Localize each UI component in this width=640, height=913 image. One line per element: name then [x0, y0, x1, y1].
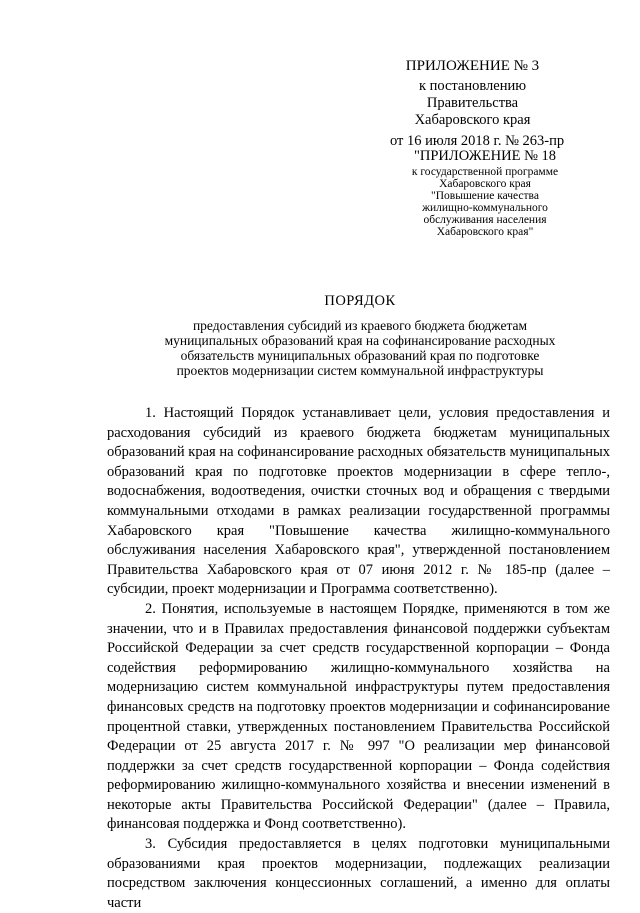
- appendix-18-line: "Повышение качества: [431, 190, 539, 202]
- appendix-18-line: Хабаровского края: [439, 178, 531, 190]
- appendix-3-title: ПРИЛОЖЕНИЕ № 3: [405, 58, 540, 74]
- order-title: ПОРЯДОК: [324, 293, 396, 309]
- appendix-18-header: [410, 148, 560, 238]
- appendix-18-line: жилищно-коммунального: [422, 202, 548, 214]
- order-subtitle-line: проектов модернизации систем коммунальной инфраструктуры: [176, 363, 544, 378]
- appendix-18-line: к государственной программе: [411, 166, 559, 178]
- appendix-3-header: [390, 58, 565, 150]
- order-subtitle-line: обязательств муниципальных образований края по подготовке: [180, 348, 540, 363]
- body-text: [107, 404, 610, 913]
- appendix-18-line: обслуживания населения: [423, 214, 547, 226]
- appendix-3-date: от 16 июля 2018 г. № 263-пр: [390, 133, 565, 149]
- order-subtitle: [130, 318, 590, 378]
- order-subtitle-line: муниципальных образований края на софинансирование расходных: [164, 333, 556, 348]
- paragraph-3: 3. Субсидия предоставляется в целях подготовки муниципальными образованиями края проектов модернизации, подлежащих реализации посредством заключения концессионных соглашений, а именно для оплаты части: [107, 836, 610, 911]
- appendix-3-line: Правительства: [426, 95, 519, 111]
- appendix-3-line: к постановлению: [418, 78, 527, 94]
- appendix-18-title: "ПРИЛОЖЕНИЕ № 18: [413, 148, 557, 164]
- order-subtitle-line: предоставления субсидий из краевого бюджета бюджетам: [192, 318, 528, 333]
- appendix-3-line: Хабаровского края: [414, 112, 531, 128]
- paragraph-2: 2. Понятия, используемые в настоящем Порядке, применяются в том же значении, что и в Правилах предоставления финансовой поддержки субъектам Российской Федерации за счет средств государственной корпорации – Фонда содействия реформированию жилищно-коммунального хозяйства на модернизацию систем коммунальной инфраструктуры путем предоставления финансовых средств на подготовку проектов модернизации и софинансирование процентной ставки, утвержденных постановлением Правительства Российской Федерации от 25 августа 2017 г. № 997 "О реализации мер финансовой поддержки за счет средств государственной корпорации – Фонда содействия реформированию жилищно-коммунального хозяйства и внесении изменений в некоторые акты Правительства Российской Федерации" (далее – Правила, финансовая поддержка и Фонд соответственно).: [107, 600, 610, 833]
- appendix-18-line: Хабаровского края": [436, 226, 534, 238]
- paragraph-1: 1. Настоящий Порядок устанавливает цели, условия предоставления и расходования субсидий из краевого бюджета бюджетам муниципальных образований края на софинансирование расходных обязательств муниципальных образований края по подготовке проектов модернизации в сфере тепло-, водоснабжения, водоотведения, очистки сточных вод и обращения с твердыми коммунальными отходами в рамках реализации государственной программы Хабаровского края "Повышение качества жилищно-коммунального обслуживания населения Хабаровского края", утвержденной постановлением Правительства Хабаровского края от 07 июня 2012 г. № 185-пр (далее – субсидии, проект модернизации и Программа соответственно).: [107, 405, 610, 598]
